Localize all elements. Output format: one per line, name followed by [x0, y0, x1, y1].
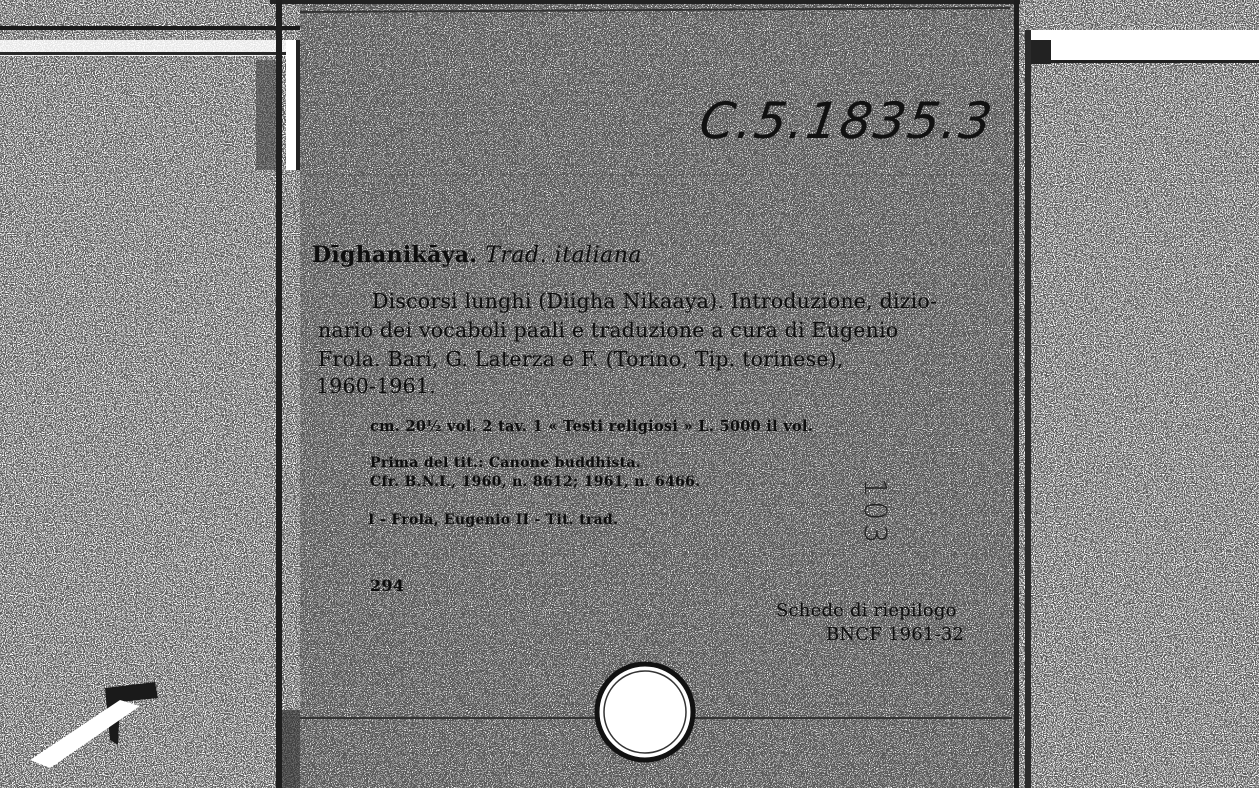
- note-line-1: Prima del tit.: Canone buddhista.: [370, 455, 641, 471]
- source-line-2: BNCF 1961-32: [826, 624, 965, 645]
- vertical-stamp: 103: [857, 478, 892, 548]
- description-line-2: nario dei vocaboli paali e traduzione a cura di Eugenio: [318, 318, 899, 342]
- heading-entry: Dīghanikāya.: [312, 242, 478, 268]
- note-line-2: Cfr. B.N.I., 1960, n. 8612; 1961, n. 6466.: [370, 474, 701, 490]
- card-number: 294: [370, 576, 405, 595]
- shelfmark: C.5.1835.3: [695, 92, 998, 150]
- collation: cm. 20½ vol. 2 tav. 1 « Testi religiosi » L. 5000 il vol.: [370, 418, 814, 435]
- catalog-heading: [312, 242, 642, 268]
- description-line-4: 1960-1961.: [316, 374, 436, 398]
- description-line-3: Frola. Bari, G. Laterza e F. (Torino, Tip. torinese),: [318, 347, 844, 371]
- source-line-1: Schede di riepilogo: [776, 600, 957, 621]
- description-line-1: Discorsi lunghi (Diigha Nikaaya). Introduzione, dizio-: [372, 289, 938, 313]
- tracings: I - Frola, Eugenio II - Tit. trad.: [368, 512, 619, 528]
- heading-subentry: Trad. italiana: [485, 243, 643, 268]
